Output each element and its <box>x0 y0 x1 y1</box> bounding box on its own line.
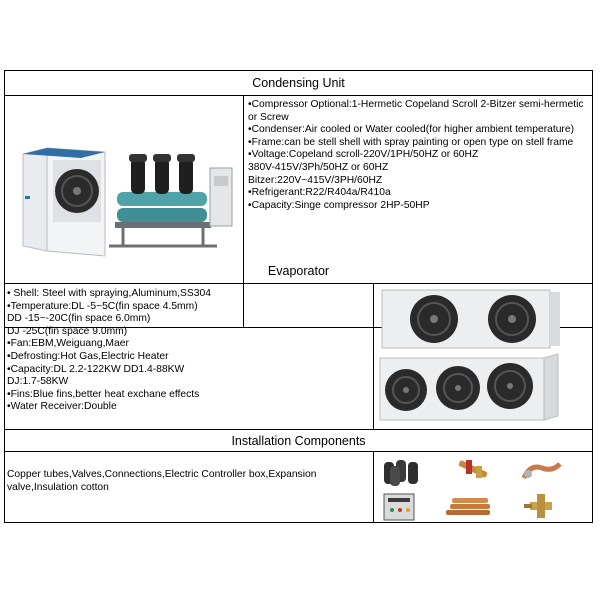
spec-line: • Shell: Steel with spraying,Aluminum,SS304 <box>7 288 211 299</box>
spec-line: •Capacity:Singe compressor 2HP-50HP <box>248 199 430 211</box>
spec-line: •Fins:Blue fins,better heat exchane effects <box>7 388 200 400</box>
spec-table <box>4 70 593 523</box>
spec-line: DJ -25C(fin space 9.0mm) <box>7 325 128 337</box>
spec-line: •Voltage:Copeland scroll-220V/1PH/50HZ or 60HZ <box>248 149 479 161</box>
spec-line: •Defrosting:Hot Gas,Electric Heater <box>7 350 169 362</box>
spec-line: DJ:1.7-58KW <box>7 376 69 388</box>
condensing-unit-header: Condensing Unit <box>5 71 592 96</box>
evaporator-image <box>373 284 592 429</box>
spec-line: •Capacity:DL 2.2-122KW DD1.4-88KW <box>7 363 185 375</box>
spec-line: Bitzer:220V~415V/3PH/60HZ <box>248 174 383 186</box>
installation-components-image <box>373 452 592 523</box>
spec-line: •Refrigerant:R22/R404a/R410a <box>248 187 391 199</box>
spec-line: •Water Receiver:Double <box>7 401 117 413</box>
spec-line: •Fan:EBM,Weiguang,Maer <box>7 338 129 350</box>
spec-line: •Temperature:DL -5~5C(fin space 4.5mm) <box>7 300 198 312</box>
spec-line: •Condenser:Air cooled or Water cooled(for higher ambient temperature) <box>248 124 575 136</box>
installation-components-row <box>5 452 592 523</box>
evaporator-header: Evaporator <box>5 259 592 284</box>
spec-line: DD -15~-20C(fin space 6.0mm) <box>7 313 151 325</box>
spec-line: •Frame:can be stell shell with spray painting or open type on stell frame <box>248 136 574 148</box>
evaporator-row <box>5 284 592 430</box>
spec-line: •Compressor Optional:1-Hermetic Copeland Scroll 2-Bitzer semi-hermetic or Screw <box>248 99 584 123</box>
installation-components-header: Installation Components <box>5 430 592 452</box>
installation-components-text: Copper tubes,Valves,Connections,Electric Controller box,Expansion valve,Insulation cotton <box>7 469 317 493</box>
spec-line: 380V-415V/3Ph/50HZ or 60HZ <box>248 161 389 173</box>
evaporator-specs <box>5 284 373 429</box>
